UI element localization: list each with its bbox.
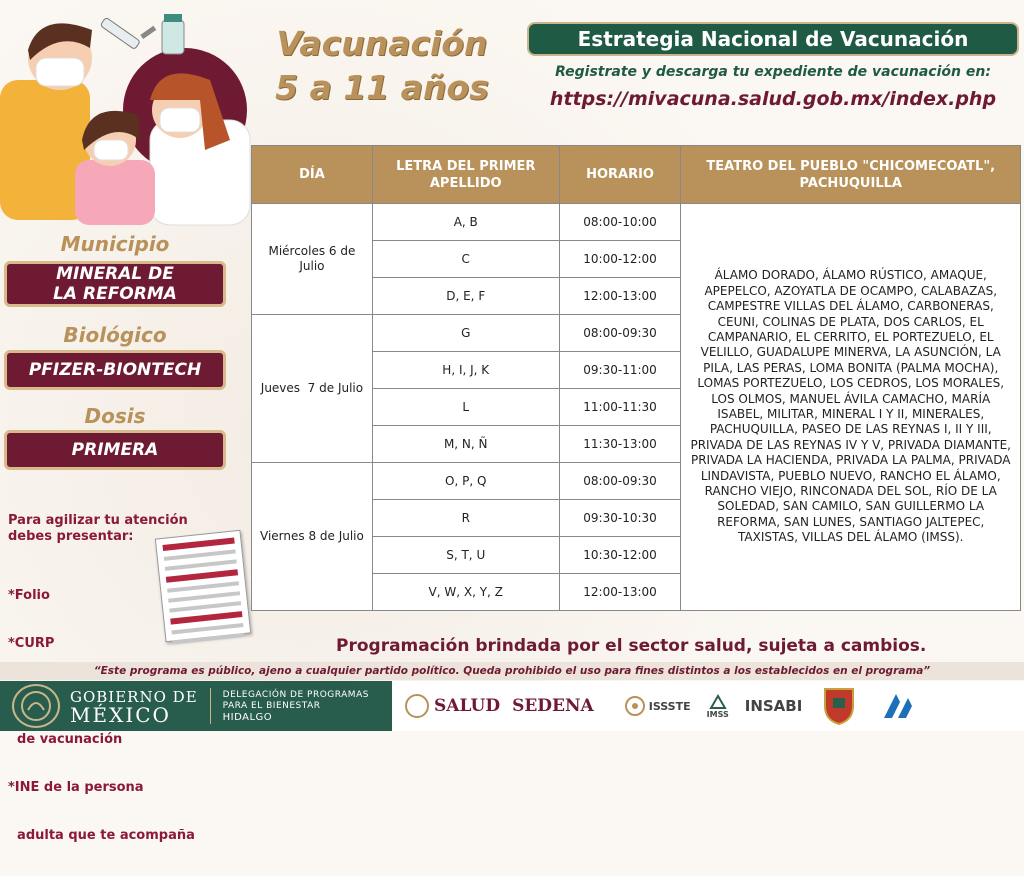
campaign-title — [262, 22, 502, 110]
delegacion-text — [211, 690, 369, 723]
letters-cell: C — [372, 241, 559, 278]
title-line-1: Vacunación — [276, 24, 488, 63]
header-venue: TEATRO DEL PUEBLO "CHICOMECOATL", PACHUQUILLA — [681, 146, 1021, 204]
time-cell: 08:00-10:00 — [559, 204, 681, 241]
national-seal-icon — [12, 684, 60, 728]
day-cell: Miércoles 6 de Julio — [252, 204, 373, 315]
salud-logo — [404, 693, 500, 719]
imss-emblem-icon — [709, 694, 727, 710]
day-cell: Viernes 8 de Julio — [252, 463, 373, 611]
biologico-label: Biológico — [63, 323, 167, 347]
sedena-logo-text: SEDENA — [512, 696, 594, 716]
salud-seal-icon — [404, 693, 430, 719]
registration-link[interactable]: https://mivacuna.salud.gob.mx/index.php — [549, 88, 997, 110]
biologico-value: PFIZER-BIONTECH — [28, 360, 202, 380]
letters-cell: L — [372, 389, 559, 426]
header-letter: LETRA DEL PRIMER APELLIDO — [372, 146, 559, 204]
time-cell: 09:30-10:30 — [559, 500, 681, 537]
time-cell: 11:00-11:30 — [559, 389, 681, 426]
imss-logo-text: IMSS — [706, 709, 729, 719]
footer-logos — [0, 681, 1024, 731]
municipio-line-1: MINERAL DE — [56, 264, 174, 284]
dosis-value: PRIMERA — [71, 440, 159, 460]
vaccination-illustration — [0, 0, 250, 225]
letters-cell: D, E, F — [372, 278, 559, 315]
table-row — [252, 204, 1021, 241]
requirement-item: *INE de la persona — [8, 780, 144, 795]
schedule-note: Programación brindada por el sector salud, sujeta a cambios. — [336, 636, 927, 656]
servicios-salud-hidalgo-icon — [878, 688, 918, 724]
imss-logo — [707, 694, 729, 719]
del-line-1: DELEGACIÓN DE PROGRAMAS — [222, 689, 369, 700]
del-line-3: HIDALGO — [222, 711, 273, 723]
letters-cell: V, W, X, Y, Z — [372, 574, 559, 611]
dosis-box — [4, 430, 226, 470]
time-cell: 09:30-11:00 — [559, 352, 681, 389]
hidalgo-shield-icon — [822, 686, 856, 726]
letters-cell: R — [372, 500, 559, 537]
header-day: DÍA — [252, 146, 373, 204]
strategy-title: Estrategia Nacional de Vacunación — [577, 27, 969, 51]
day-cell: Jueves 7 de Julio — [252, 315, 373, 463]
requirement-item: *Folio — [8, 588, 50, 603]
biologico-box — [4, 350, 226, 390]
time-cell: 10:30-12:00 — [559, 537, 681, 574]
government-banner — [0, 681, 392, 731]
time-cell: 08:00-09:30 — [559, 463, 681, 500]
issste-logo — [624, 695, 691, 717]
strategy-banner — [527, 22, 1019, 56]
requirement-item: de vacunación — [8, 732, 123, 747]
gob-line-2: MÉXICO — [70, 703, 171, 727]
gob-line-1: GOBIERNO DE — [70, 688, 198, 706]
letters-cell: A, B — [372, 204, 559, 241]
issste-logo-text: ISSSTE — [648, 699, 691, 713]
register-instructions: Registrate y descarga tu expediente de vacunación en: — [555, 64, 991, 80]
time-cell: 10:00-12:00 — [559, 241, 681, 278]
del-line-2: PARA EL BIENESTAR — [222, 700, 321, 711]
insabi-logo-text: INSABI — [744, 697, 803, 715]
municipio-label: Municipio — [60, 232, 170, 256]
venue-localities-cell: ÁLAMO DORADO, ÁLAMO RÚSTICO, AMAQUE, APEPELCO, AZOYATLA DE OCAMPO, CALABAZAS, CAMPESTRE VILLAS DEL ÁLAMO, CARBONERAS, CEUNI, COLINAS DE PLATA, DOS CARLOS, EL CAMPANARIO, EL CERRITO, EL PORTEZUELO, EL VELILLO, GUADALUPE MINERVA, LA ASUNCIÓN, LA PILA, LAS PERAS, LOMA BONITA (PALMA MOCHA), LOMAS PORTEZUELO, LOS CEDROS, LOS MORALES, LOS OLMOS, MANUEL ÁVILA CAMACHO, MARÍA ISABEL, MILITAR, MINERAL I Y II, MINERALES, PACHUQUILLA, PASEO DE LAS REYNAS I, II Y III, PRIVADA DE LAS REYNAS IV Y V, PRIVADA DIAMANTE, PRIVADA LA HACIENDA, PRIVADA LA PALMA, PRIVADA LINDAVISTA, PUEBLO NUEVO, RANCHO EL ÁLAMO, RANCHO VIEJO, RINCONADA DEL SOL, RÍO DE LA SOLEDAD, SAN CAMILO, SAN GUILLERMO LA REFORMA, SAN LUNES, SANTIAGO JALTEPEC, TAXISTAS, VILLAS DEL ÁLAMO (IMSS). — [681, 204, 1021, 611]
time-cell: 12:00-13:00 — [559, 278, 681, 315]
municipio-line-2: LA REFORMA — [53, 284, 177, 304]
letters-cell: G — [372, 315, 559, 352]
requirement-item: *CURP — [8, 636, 55, 651]
letters-cell: M, N, Ñ — [372, 426, 559, 463]
vaccination-record-document-image — [155, 530, 251, 642]
schedule-table — [251, 145, 1021, 611]
sedena-logo — [512, 696, 594, 716]
time-cell: 08:00-09:30 — [559, 315, 681, 352]
time-cell: 11:30-13:00 — [559, 426, 681, 463]
title-line-2: 5 a 11 años — [275, 68, 489, 107]
gobierno-de-mexico-logo — [70, 688, 211, 727]
letters-cell: S, T, U — [372, 537, 559, 574]
issste-emblem-icon — [624, 695, 646, 717]
legal-disclaimer: “Este programa es público, ajeno a cualquier partido político. Queda prohibido el uso para fines distintos a los establecidos en el programa” — [0, 662, 1024, 680]
dosis-label: Dosis — [84, 404, 146, 428]
header-time: HORARIO — [559, 146, 681, 204]
requirements-heading-line-2: debes presentar: — [8, 529, 134, 544]
time-cell: 12:00-13:00 — [559, 574, 681, 611]
requirements-heading-line-1: Para agilizar tu atención — [8, 513, 188, 528]
municipio-box — [4, 261, 226, 307]
requirement-item: adulta que te acompaña — [8, 828, 195, 843]
salud-logo-text: SALUD — [434, 696, 501, 716]
insabi-logo — [745, 697, 803, 715]
table-header-row — [252, 146, 1021, 204]
letters-cell: O, P, Q — [372, 463, 559, 500]
letters-cell: H, I, J, K — [372, 352, 559, 389]
